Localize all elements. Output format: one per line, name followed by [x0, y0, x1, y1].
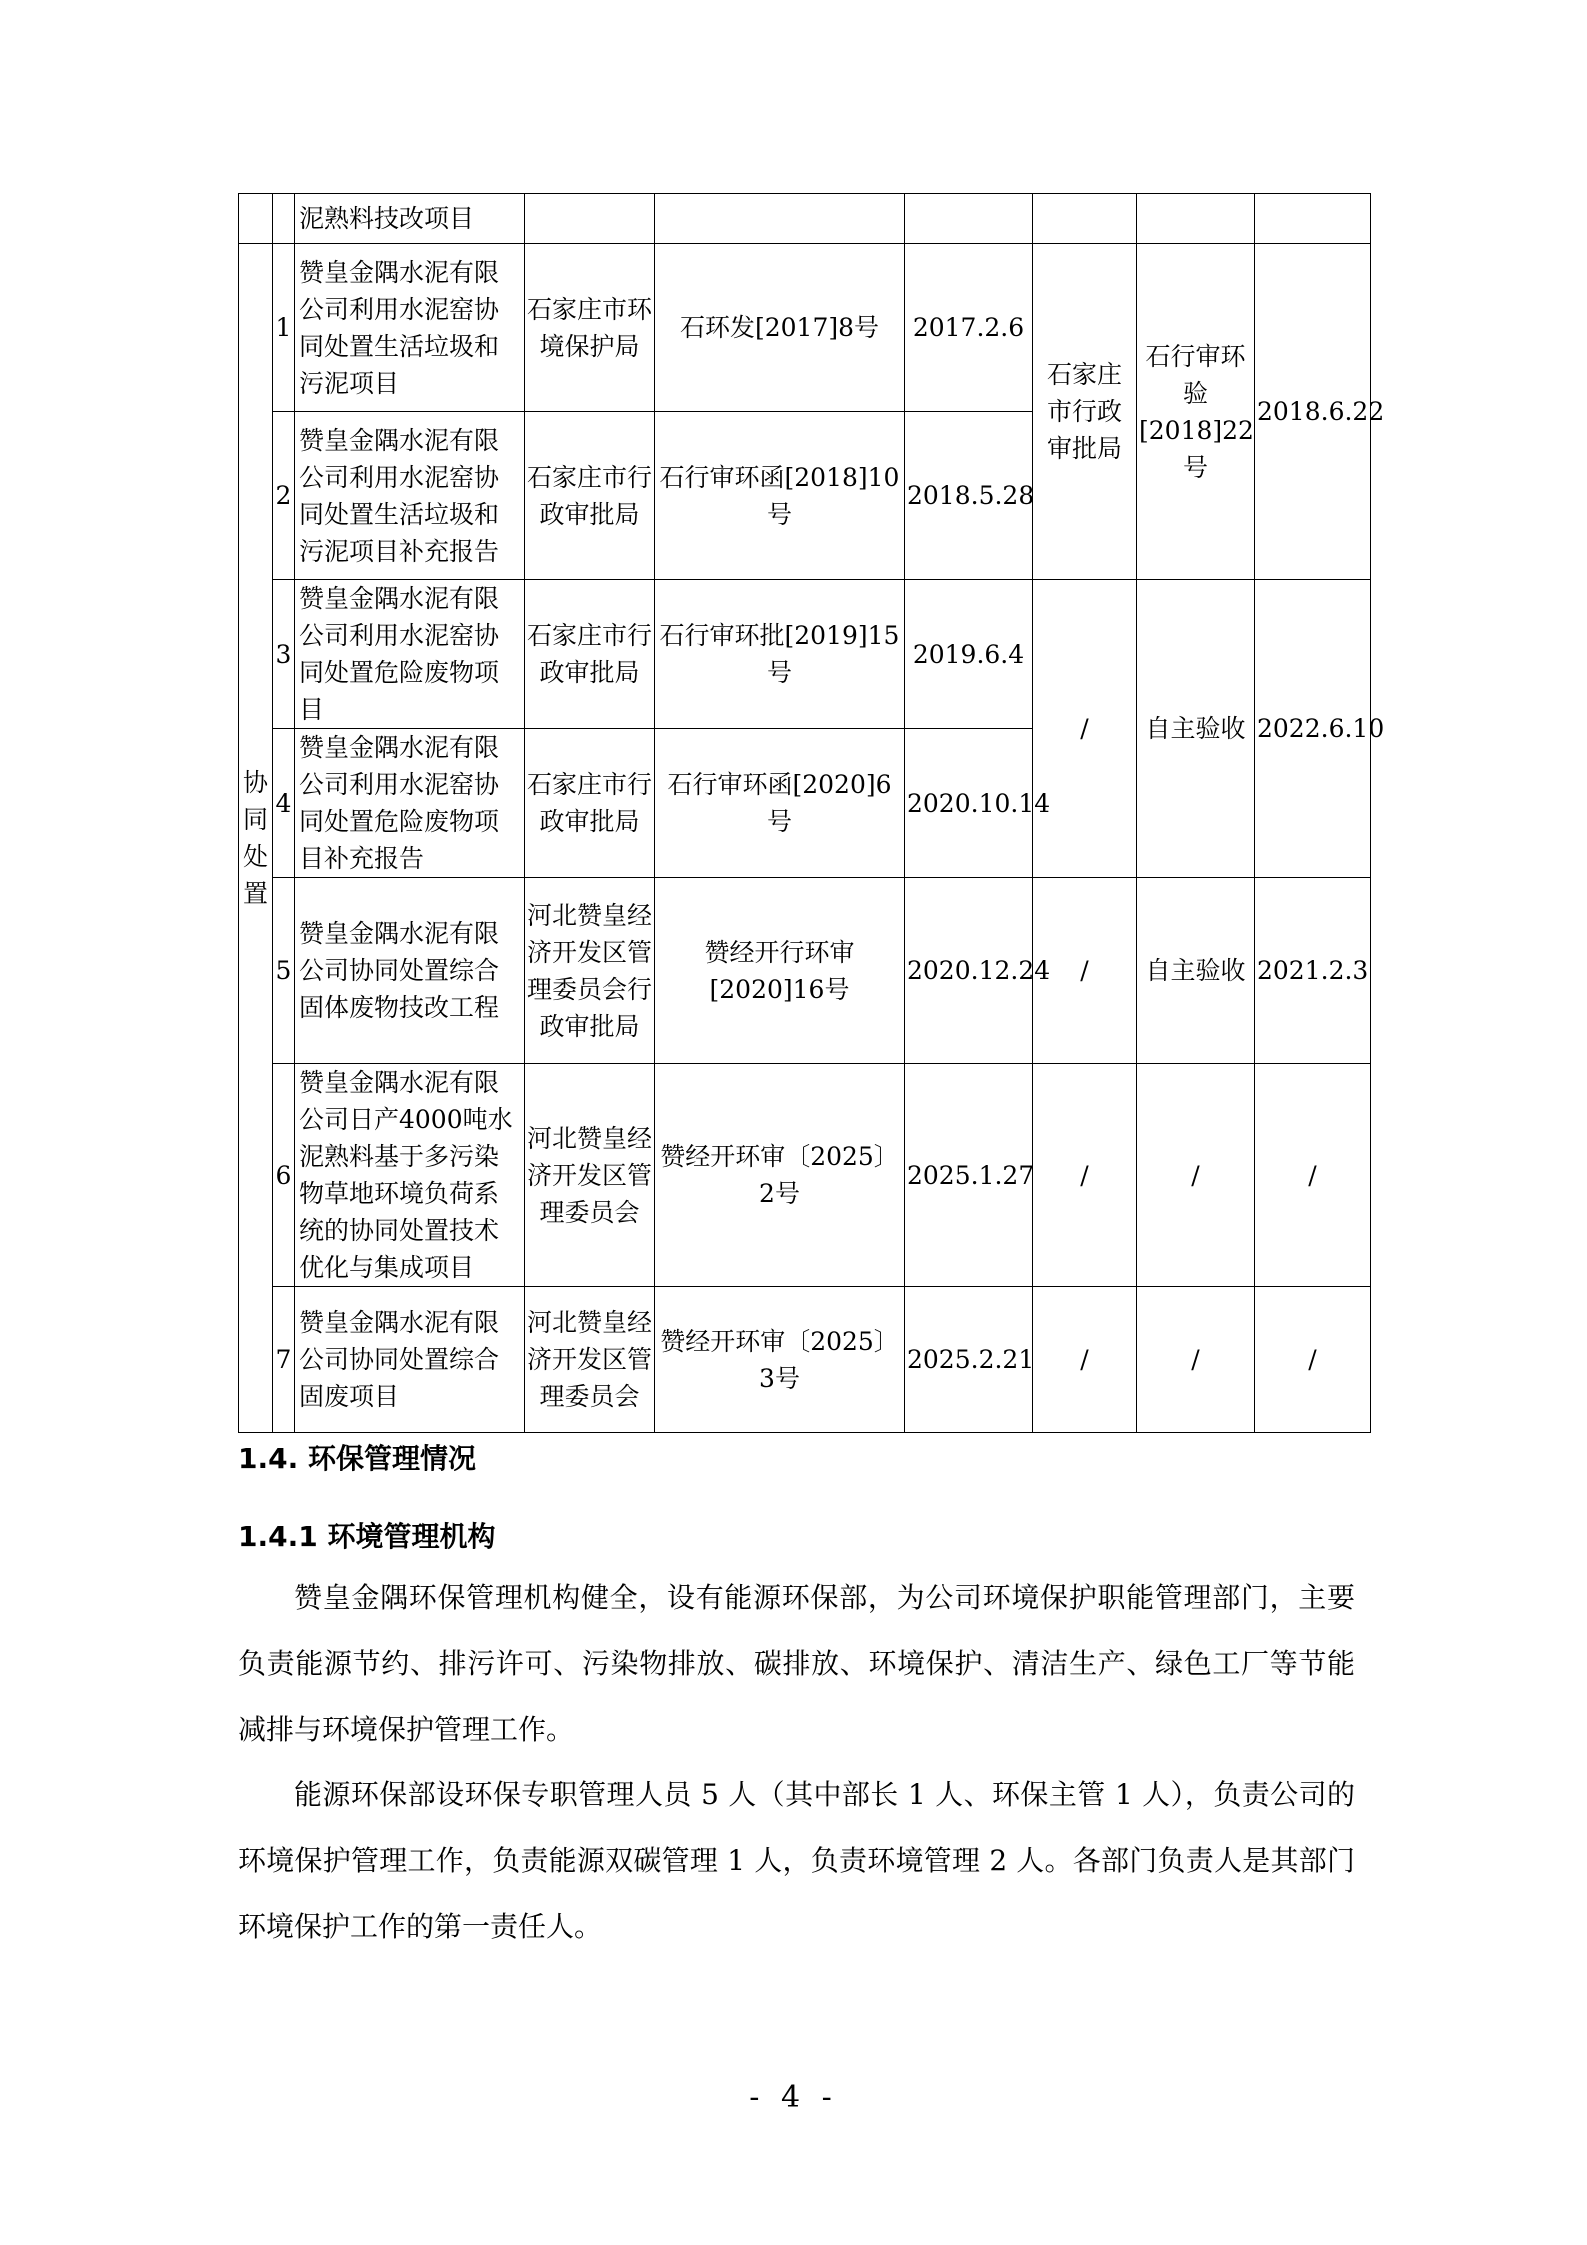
project-name-cell: 赞皇金隅水泥有限公司日产4000吨水泥熟料基于多污染物草地环境负荷系统的协同处置技术优化与集成项目 [295, 1064, 525, 1287]
acceptance-authority-cell: 石家庄市行政审批局 [1033, 244, 1137, 580]
row-number: 4 [273, 729, 295, 878]
subsection-heading: 1.4.1 环境管理机构 [238, 1520, 496, 1553]
project-name-cell: 赞皇金隅水泥有限公司利用水泥窑协同处置生活垃圾和污泥项目 [295, 244, 525, 412]
acceptance-date-cell: 2022.6.10 [1255, 580, 1371, 878]
row-number: 2 [273, 412, 295, 580]
project-name-cell: 赞皇金隅水泥有限公司协同处置综合固体废物技改工程 [295, 878, 525, 1064]
category-cell-empty [239, 194, 273, 244]
eia-authority-cell: 河北赞皇经济开发区管理委员会行政审批局 [525, 878, 655, 1064]
acceptance-authority-cell: / [1033, 878, 1137, 1064]
eia-doc-cell: 赞经开行环审[2020]16号 [655, 878, 905, 1064]
table-row [239, 244, 1371, 412]
acceptance-doc-cell: 石行审环验[2018]22号 [1137, 244, 1255, 580]
eia-doc-cell: 赞经开环审〔2025〕3号 [655, 1287, 905, 1433]
acceptance-date-cell: 2018.6.22 [1255, 244, 1371, 580]
eia-doc-cell: 赞经开环审〔2025〕2号 [655, 1064, 905, 1287]
table-row-continued [239, 194, 1371, 244]
eia-date-cell: 2025.1.27 [905, 1064, 1033, 1287]
paragraph-2: 能源环保部设环保专职管理人员 5 人（其中部长 1 人、环保主管 1 人），负责公司的环境保护管理工作，负责能源双碳管理 1 人，负责环境管理 2 人。各部门负责人是其部门环境保护工作的第一责任人。 [238, 1778, 1355, 1943]
table-row [239, 1287, 1371, 1433]
eia-date-cell: 2018.5.28 [905, 412, 1033, 580]
eia-doc-cell: 石行审环批[2019]15号 [655, 580, 905, 729]
row-number: 1 [273, 244, 295, 412]
section-heading: 1.4. 环保管理情况 [238, 1442, 476, 1475]
paragraph-1: 赞皇金隅环保管理机构健全，设有能源环保部，为公司环境保护职能管理部门，主要负责能源节约、排污许可、污染物排放、碳排放、环境保护、清洁生产、绿色工厂等节能减排与环境保护管理工作。 [238, 1581, 1355, 1746]
row-number: 6 [273, 1064, 295, 1287]
category-label: 协同处置 [242, 768, 268, 908]
acceptance-date-cell: / [1255, 1287, 1371, 1433]
eia-date-cell: 2017.2.6 [905, 244, 1033, 412]
eia-doc-cell: 石环发[2017]8号 [655, 244, 905, 412]
acceptance-authority-cell: / [1033, 1287, 1137, 1433]
row-number: 5 [273, 878, 295, 1064]
eia-authority-cell: 石家庄市行政审批局 [525, 729, 655, 878]
eia-authority-cell: 石家庄市行政审批局 [525, 580, 655, 729]
table-row [239, 580, 1371, 729]
eia-date-cell: 2025.2.21 [905, 1287, 1033, 1433]
category-cell [239, 244, 273, 1433]
project-name-cell: 泥熟料技改项目 [295, 194, 525, 244]
eia-date-cell: 2020.10.14 [905, 729, 1033, 878]
eia-date-cell: 2020.12.24 [905, 878, 1033, 1064]
eia-date-cell: 2019.6.4 [905, 580, 1033, 729]
acceptance-doc-cell: 自主验收 [1137, 878, 1255, 1064]
eia-authority-cell: 石家庄市行政审批局 [525, 412, 655, 580]
table-row [239, 1064, 1371, 1287]
page-number: - 4 - [749, 2080, 838, 2115]
eia-authority-cell: 河北赞皇经济开发区管理委员会 [525, 1287, 655, 1433]
row-number: 3 [273, 580, 295, 729]
project-table [238, 193, 1385, 1433]
acceptance-date-cell: 2021.2.3 [1255, 878, 1371, 1064]
row-number: 7 [273, 1287, 295, 1433]
project-name-cell: 赞皇金隅水泥有限公司利用水泥窑协同处置生活垃圾和污泥项目补充报告 [295, 412, 525, 580]
acceptance-authority-cell: / [1033, 1064, 1137, 1287]
table-row [239, 878, 1371, 1064]
acceptance-date-cell: / [1255, 1064, 1371, 1287]
eia-authority-cell: 石家庄市环境保护局 [525, 244, 655, 412]
acceptance-doc-cell: / [1137, 1064, 1255, 1287]
eia-authority-cell: 河北赞皇经济开发区管理委员会 [525, 1064, 655, 1287]
project-name-cell: 赞皇金隅水泥有限公司利用水泥窑协同处置危险废物项目补充报告 [295, 729, 525, 878]
eia-doc-cell: 石行审环函[2020]6号 [655, 729, 905, 878]
eia-doc-cell: 石行审环函[2018]10号 [655, 412, 905, 580]
no-cell-empty [273, 194, 295, 244]
acceptance-doc-cell: 自主验收 [1137, 580, 1255, 878]
project-name-cell: 赞皇金隅水泥有限公司协同处置综合固废项目 [295, 1287, 525, 1433]
acceptance-authority-cell: / [1033, 580, 1137, 878]
acceptance-doc-cell: / [1137, 1287, 1255, 1433]
project-name-cell: 赞皇金隅水泥有限公司利用水泥窑协同处置危险废物项目 [295, 580, 525, 729]
